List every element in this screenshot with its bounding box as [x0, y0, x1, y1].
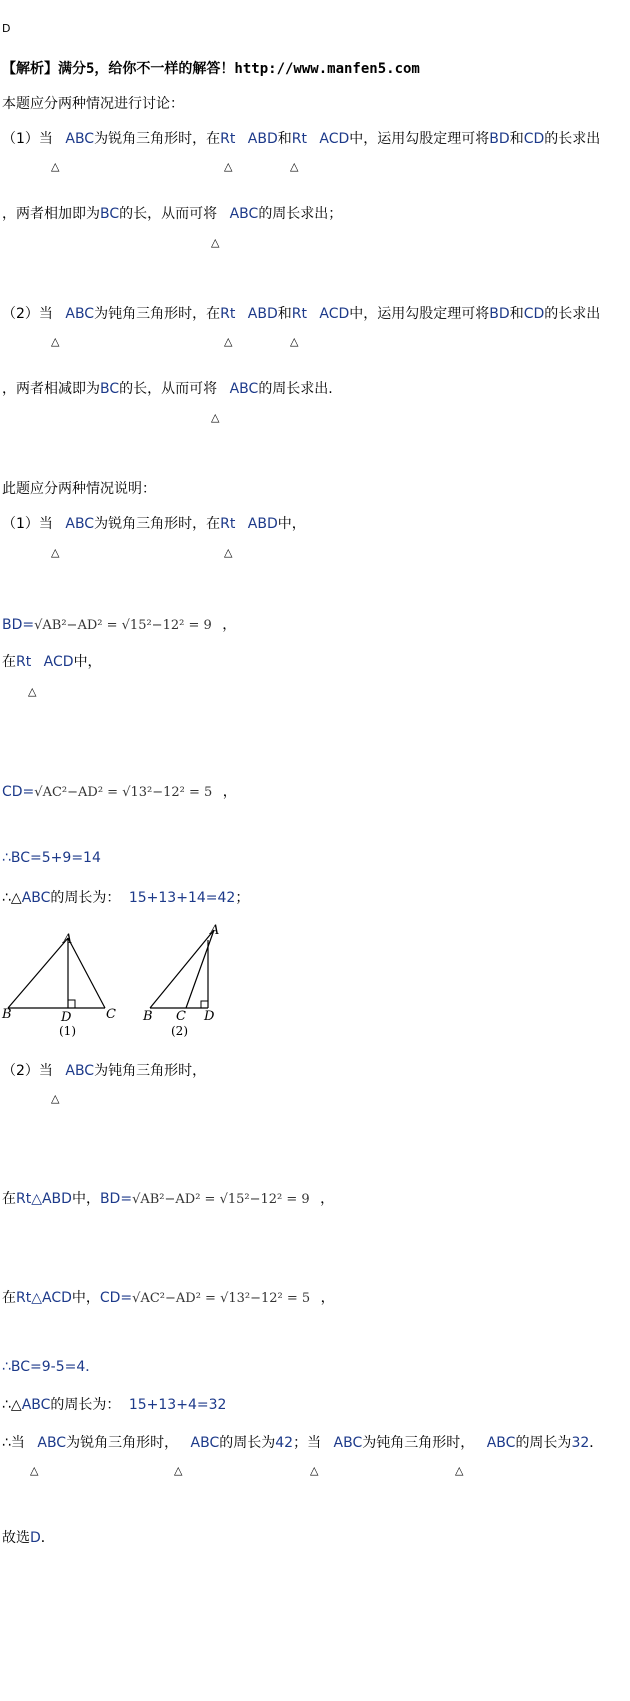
triangle-name: ABC	[65, 306, 95, 322]
segment-name: CD	[523, 131, 545, 147]
text: ；当	[293, 1435, 322, 1451]
case-number: （2）	[2, 306, 39, 322]
text: 的周长求出.	[258, 381, 333, 397]
text: 中，运用勾股定理可将	[349, 131, 490, 147]
triangle-name: ABC	[65, 516, 95, 532]
cd-case2-equation	[2, 1287, 335, 1307]
triangle-name: ABC	[333, 1435, 363, 1451]
text: ∴△	[2, 890, 22, 906]
text: ；	[235, 890, 250, 906]
perimeter-case2	[2, 1394, 226, 1414]
text: ，	[320, 1290, 335, 1306]
rt-label: Rt	[220, 516, 236, 532]
rt-label: Rt	[16, 654, 32, 670]
solution-case1-acd-line	[2, 651, 102, 671]
text: 的周长求出；	[258, 206, 343, 222]
text: 为锐角三角形时，在	[94, 516, 221, 532]
solution-intro: 此题应分两种情况说明：	[2, 481, 156, 497]
rt-label: Rt	[220, 131, 236, 147]
text: 当	[38, 516, 53, 532]
rt-label: Rt	[291, 131, 307, 147]
text: 为钝角三角形时，	[362, 1435, 475, 1451]
triangle-icon: △	[290, 160, 299, 173]
text: 当	[38, 1063, 53, 1079]
solution-case1-line	[2, 513, 306, 533]
analysis-intro: 本题应分两种情况进行讨论：	[2, 96, 184, 112]
answer-choice: D	[30, 1530, 41, 1546]
text: 和	[509, 131, 524, 147]
triangle-icon: △	[224, 546, 233, 559]
fig1-label-d: D	[61, 1010, 72, 1025]
analysis-header	[2, 58, 420, 78]
analysis-case1-line2	[2, 203, 342, 223]
fig1-label-c: C	[106, 1007, 116, 1022]
fig1-right-angle-mark	[68, 1000, 75, 1008]
perimeter-value: 32	[571, 1435, 590, 1451]
promo-text: 满分5，给你不一样的解答！http://www.manfen5.com	[58, 61, 420, 77]
text: ．	[589, 1435, 604, 1451]
text: 当	[38, 131, 53, 147]
fig2-side-ab	[150, 930, 214, 1008]
text: ，	[222, 784, 237, 800]
text: 故选	[2, 1530, 30, 1546]
fig1-label-a: A	[63, 932, 73, 947]
text: 和	[277, 131, 292, 147]
analysis-bracket-label: 【解析】	[2, 61, 58, 77]
triangle-icon: △	[455, 1464, 464, 1477]
fig1-label-b: B	[2, 1007, 12, 1022]
text: ，	[320, 1191, 335, 1207]
answer-letter: D	[2, 22, 11, 35]
triangle-name: ABC	[229, 206, 259, 222]
triangle-icon: △	[310, 1464, 319, 1477]
conclusion-line	[2, 1432, 603, 1452]
fig1-side-ab	[8, 938, 68, 1008]
analysis-case2-line1	[2, 303, 600, 323]
triangle-icon: △	[224, 335, 233, 348]
triangle-name: ABD	[247, 516, 278, 532]
triangle-icon: △	[51, 160, 60, 173]
rt-triangle: Rt△ABD	[16, 1191, 72, 1207]
perimeter-case1	[2, 887, 249, 907]
triangle-name: ACD	[319, 306, 350, 322]
text: 的长求出	[544, 131, 601, 147]
triangle-name: ABC	[190, 1435, 220, 1451]
equation-lhs: BD=	[2, 617, 35, 633]
analysis-case1-line1	[2, 128, 600, 148]
triangle-icon: △	[51, 546, 60, 559]
triangle-name: ABC	[229, 381, 259, 397]
equation-expr: √AC²−AD² = √13²−12² = 5	[34, 785, 213, 800]
segment-name: CD	[523, 306, 545, 322]
equation-lhs: CD=	[99, 1290, 133, 1306]
rt-triangle: Rt△ACD	[16, 1290, 72, 1306]
equation-lhs: CD=	[2, 784, 35, 800]
perimeter-value: 42	[275, 1435, 294, 1451]
text: 在	[2, 1290, 16, 1306]
text: 为锐角三角形时，	[66, 1435, 179, 1451]
text: 在	[2, 1191, 16, 1207]
text: 中，	[71, 1290, 100, 1306]
equation-expr: √AB²−AD² = √15²−12² = 9	[34, 618, 212, 633]
text: 中，	[73, 654, 102, 670]
triangle-icon: △	[51, 1092, 60, 1105]
triangle-name: ABC	[37, 1435, 67, 1451]
fig2-side-ac	[186, 930, 214, 1008]
triangle-name: ABC	[65, 1063, 95, 1079]
triangle-name: ABD	[247, 306, 278, 322]
triangle-icon: △	[30, 1464, 39, 1477]
figure-1	[8, 938, 105, 1008]
triangle-icon: △	[211, 236, 220, 249]
segment-name: BC	[100, 381, 120, 397]
text: ，	[222, 617, 237, 633]
text: ，两者相减即为	[2, 381, 100, 397]
bd-case2-equation	[2, 1188, 334, 1208]
triangle-name: ABC	[486, 1435, 516, 1451]
triangle-icon: △	[28, 685, 37, 698]
solution-case2-line	[2, 1060, 206, 1080]
text: 的周长为：	[50, 890, 121, 906]
fig2-label-a: A	[210, 923, 220, 938]
equation-expr: √AB²−AD² = √15²−12² = 9	[132, 1192, 310, 1207]
triangle-icon: △	[290, 335, 299, 348]
triangle-name: ABC	[21, 890, 51, 906]
segment-name: BD	[489, 131, 510, 147]
triangle-name: ABD	[247, 131, 278, 147]
figure-2	[150, 930, 214, 1008]
cd-case1-equation	[2, 781, 237, 801]
triangle-icon: △	[224, 160, 233, 173]
triangle-icon: △	[51, 335, 60, 348]
text: 中，	[277, 516, 306, 532]
text: 的长，从而可将	[119, 381, 218, 397]
rt-label: Rt	[220, 306, 236, 322]
triangle-icon: △	[211, 411, 220, 424]
perimeter-value: 15+13+14=42	[128, 890, 236, 906]
case-number: （2）	[2, 1063, 39, 1079]
text: ，两者相加即为	[2, 206, 100, 222]
text: 当	[38, 306, 53, 322]
analysis-case2-line2	[2, 378, 333, 398]
text: 和	[277, 306, 292, 322]
final-answer	[2, 1527, 55, 1547]
text: 的周长为：	[50, 1397, 121, 1413]
text: 的长求出	[544, 306, 601, 322]
equation-expr: √AC²−AD² = √13²−12² = 5	[132, 1291, 311, 1306]
text: 为钝角三角形时，在	[94, 306, 221, 322]
triangle-name: ACD	[43, 654, 74, 670]
text: 中，	[71, 1191, 100, 1207]
rt-label: Rt	[291, 306, 307, 322]
triangle-icon: △	[174, 1464, 183, 1477]
bd-case1-equation	[2, 614, 236, 634]
fig2-label-c: C	[176, 1009, 186, 1024]
triangle-name: ABC	[65, 131, 95, 147]
text: ∴△	[2, 1397, 22, 1413]
case-number: （1）	[2, 131, 39, 147]
text: 为钝角三角形时，	[94, 1063, 207, 1079]
segment-name: BC	[100, 206, 120, 222]
bc-case1-result: ∴BC=5+9=14	[2, 850, 101, 866]
text: 的周长为	[219, 1435, 276, 1451]
fig2-label-b: B	[143, 1009, 153, 1024]
equation-lhs: BD=	[99, 1191, 133, 1207]
triangle-name: ABC	[21, 1397, 51, 1413]
triangle-name: ACD	[319, 131, 350, 147]
text: 的周长为	[515, 1435, 572, 1451]
text: ∴当	[2, 1435, 25, 1451]
case-number: （1）	[2, 516, 39, 532]
fig1-caption: (1)	[59, 1024, 76, 1038]
text: 的长，从而可将	[119, 206, 218, 222]
bc-case2-result: ∴BC=9-5=4．	[2, 1359, 100, 1375]
perimeter-value: 15+13+4=32	[128, 1397, 227, 1413]
triangle-figures	[0, 920, 260, 1045]
text: 为锐角三角形时，在	[94, 131, 221, 147]
fig1-side-ac	[68, 938, 105, 1008]
text: ．	[40, 1530, 55, 1546]
text: 和	[509, 306, 524, 322]
fig2-right-angle-mark	[201, 1001, 208, 1008]
segment-name: BD	[489, 306, 510, 322]
fig2-caption: (2)	[171, 1024, 188, 1038]
text: 在	[2, 654, 16, 670]
text: 中，运用勾股定理可将	[349, 306, 490, 322]
fig2-label-d: D	[204, 1009, 215, 1024]
